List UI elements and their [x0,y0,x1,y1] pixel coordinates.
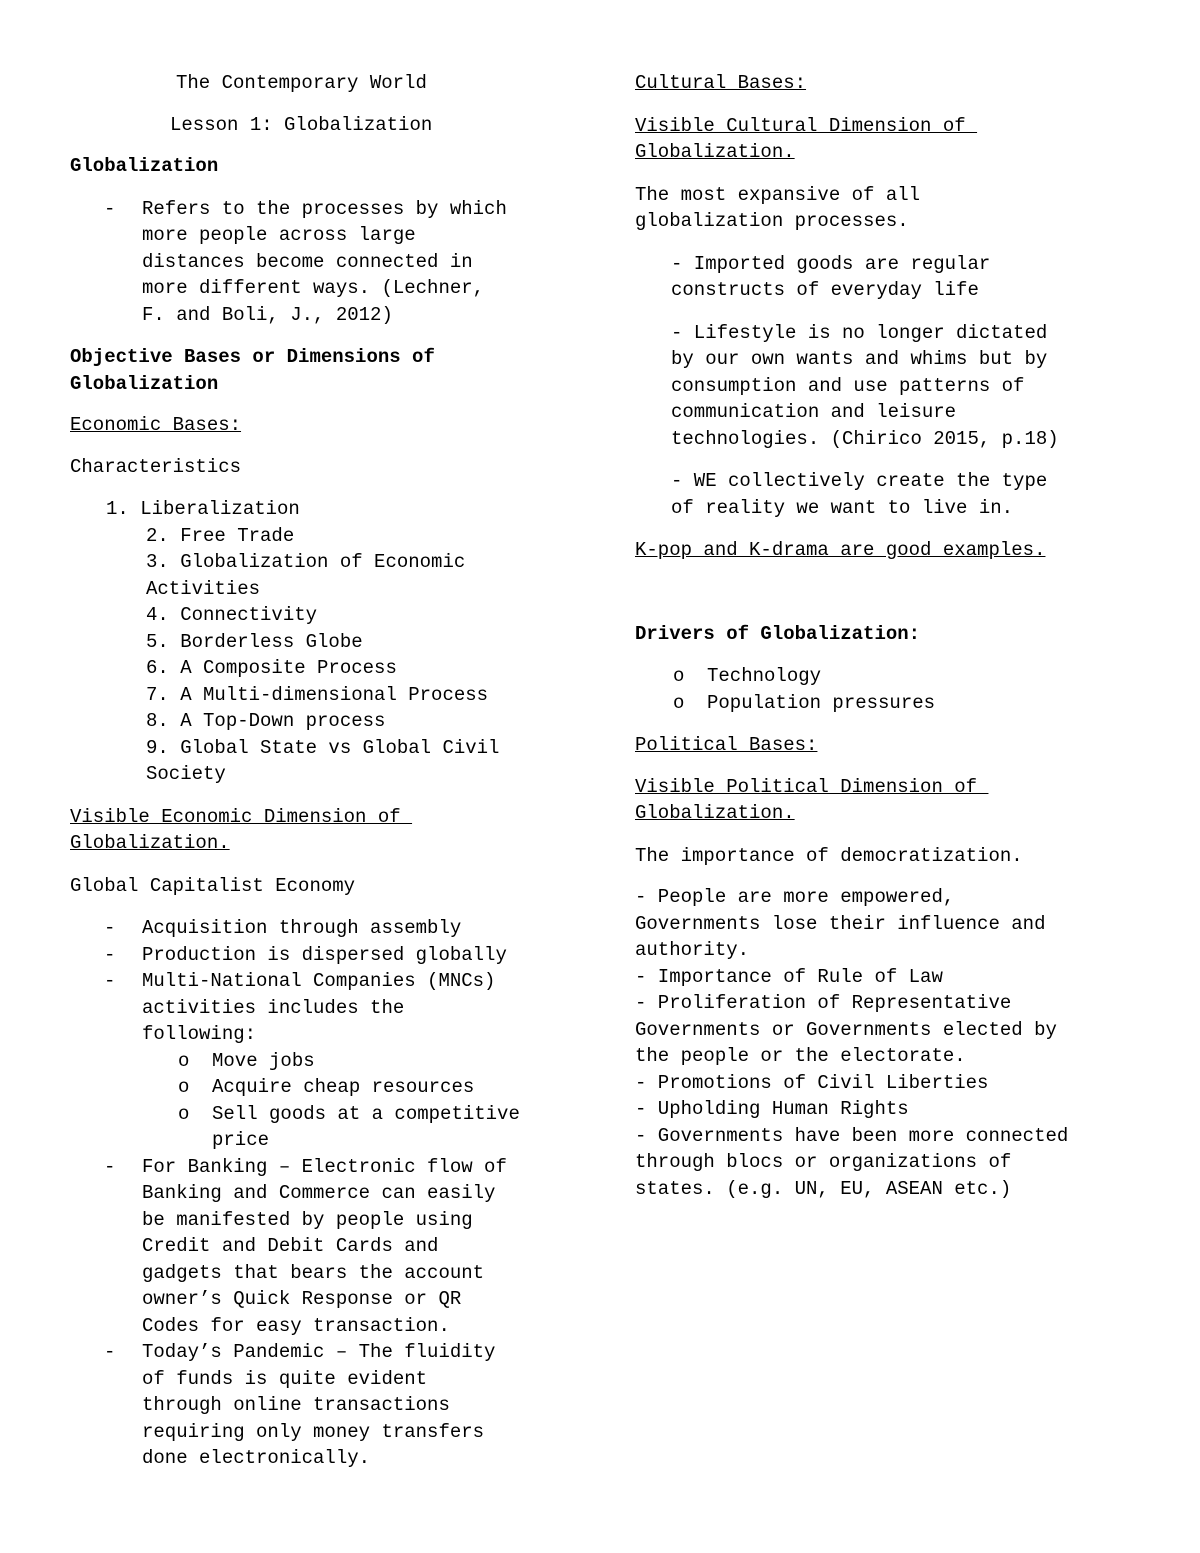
list-line: - Governments have been more connected [635,1124,1069,1147]
list-item: 7. A Multi-dimensional Process [146,683,489,706]
list-line: - People are more empowered, [635,886,955,908]
right-column [635,70,1155,1202]
list-line: - Proliferation of Representative [635,992,1012,1014]
visible-political-heading: Visible Political Dimension of Globalization. [635,775,989,824]
kpop-example: K-pop and K-drama are good examples. [635,539,1046,561]
economic-bases-heading: Economic Bases: [70,414,242,436]
list-item: - Today’s Pandemic – The fluidity [104,1341,496,1363]
list-item-continuation: done electronically. [142,1447,371,1469]
list-line: states. (e.g. UN, EU, ASEAN etc.) [635,1177,1012,1200]
list-line: - Upholding Human Rights [635,1098,909,1120]
sub-list-item-continuation: price [212,1129,270,1151]
list-item: 2. Free Trade [146,524,295,547]
visible-economic-heading: Visible Economic Dimension of Globalization. [70,805,413,854]
political-bases-heading: Political Bases: [635,734,818,756]
political-list [635,884,1155,1202]
drivers-list [635,663,1155,716]
list-line: Governments or Governments elected by [635,1018,1057,1041]
definition-line: more different ways. (Lechner, [142,277,485,299]
list-item: 1. Liberalization [106,498,300,520]
list-item: o Population pressures [673,691,936,714]
list-line: authority. [635,939,750,961]
list-line: - Importance of Rule of Law [635,965,943,988]
sub-list-item: o Move jobs [178,1049,315,1072]
list-item: 4. Connectivity [146,604,318,626]
expansive-paragraph: The most expansive of all globalization processes. [635,183,921,232]
list-item-continuation: activities includes the [142,996,405,1019]
economic-items [70,915,570,1472]
drivers-heading: Drivers of Globalization: [635,622,921,645]
characteristics-list [70,496,570,788]
list-item: 9. Global State vs Global Civil [146,736,500,759]
list-item: - Multi-National Companies (MNCs) [104,970,496,992]
list-item-continuation: Society [146,763,226,785]
lesson-title: Lesson 1: Globalization [170,114,433,136]
definition-line: more people across large [142,224,416,246]
list-item-continuation: through online transactions [142,1394,450,1416]
list-item-continuation: gadgets that bears the account [142,1261,485,1284]
list-line: the people or the electorate. [635,1045,966,1067]
cultural-bases-heading: Cultural Bases: [635,72,807,94]
characteristics-label: Characteristics [70,455,242,478]
list-line: - Promotions of Civil Liberties [635,1071,989,1094]
global-capitalist-label: Global Capitalist Economy [70,874,356,897]
list-item-continuation: owner’s Quick Response or QR [142,1288,462,1310]
sub-list-item: o Sell goods at a competitive [178,1102,520,1125]
definition-line: distances become connected in [142,250,473,273]
cultural-item: - WE collectively create the type of reality we want to live in. [671,470,1048,519]
list-item-continuation: of funds is quite evident [142,1367,428,1390]
list-item-continuation: Activities [146,577,261,600]
sub-list-item: o Acquire cheap resources [178,1076,475,1098]
list-item-continuation: Banking and Commerce can easily [142,1182,496,1204]
list-item: - Production is dispersed globally [104,943,507,966]
definition-item [70,196,570,329]
dash-marker: - [104,197,116,220]
list-item-continuation: Credit and Debit Cards and [142,1235,439,1257]
left-column [70,153,570,1472]
list-item: - For Banking – Electronic flow of [104,1155,507,1178]
list-item: 3. Globalization of Economic [146,551,466,573]
list-item-continuation: Codes for easy transaction. [142,1314,450,1337]
globalization-heading: Globalization [70,155,219,177]
cultural-item: - Lifestyle is no longer dictated by our own wants and whims but by consumption and use patterns of communication and leisure technologies. (Chirico 2015, p.18) [671,321,1059,450]
list-item: 6. A Composite Process [146,657,397,679]
democratization-line: The importance of democratization. [635,844,1023,867]
objective-heading: Objective Bases or Dimensions of Globalization [70,346,435,395]
list-item: 5. Borderless Globe [146,630,363,653]
list-item-continuation: be manifested by people using [142,1208,473,1231]
list-line: Governments lose their influence and [635,912,1046,935]
definition-line: F. and Boli, J., 2012) [142,303,393,326]
document-title: The Contemporary World [176,72,427,94]
list-item: - Acquisition through assembly [104,917,462,939]
cultural-item: - Imported goods are regular constructs of everyday life [671,252,991,301]
list-item: o Technology [673,665,822,687]
list-line: through blocs or organizations of [635,1151,1012,1173]
list-item: 8. A Top-Down process [146,710,386,732]
visible-cultural-heading: Visible Cultural Dimension of Globalization. [635,114,978,163]
list-item-continuation: following: [142,1023,257,1045]
definition-line: Refers to the processes by which [142,197,507,220]
list-item-continuation: requiring only money transfers [142,1420,485,1443]
